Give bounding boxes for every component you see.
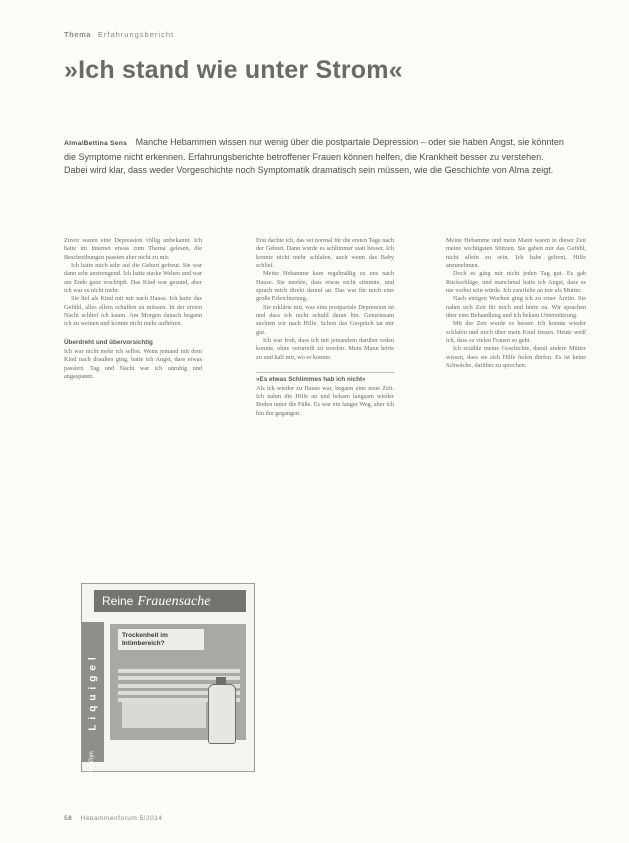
section-label: Thema (64, 30, 92, 39)
paragraph: Mit der Zeit wurde es besser. Ich konnte wieder schlafen und mich über mein Kind freuen. Heute weiß ich, dass es vielen Frauen so geht. (446, 320, 586, 345)
subheading: Überdreht und übervorsichtig (64, 338, 153, 346)
body-column-1 (64, 237, 202, 382)
paragraph: Sie erklärte mir, was eine postpartale Depression ist und dass ich nicht schuld daran bin. Gemeinsam suchten wir nach Hilfe. Schon das Gespräch tat mir gut. (256, 303, 394, 336)
body-column-2 (256, 237, 394, 418)
advertisement[interactable] (81, 583, 255, 775)
quote-subheading: »Es etwas Schlimmes hab ich nicht« (256, 372, 394, 384)
ad-brand-right: Frauensache (137, 594, 211, 609)
paragraph: Ich war froh, dass ich mit jemandem darüber reden konnte, ohne verurteilt zu werden. Mein Mann hörte zu und half mir, wo er konnte. (256, 337, 394, 361)
paragraph: Als ich wieder zu Hause war, begann eine neue Zeit. Ich nahm die Hilfe an und bekam langsam wieder Boden unter die Füße. Es war ein langer Weg, aber ich bin ihn gegangen. (256, 384, 394, 417)
lead-authors: Alma/Bettina Sens (64, 140, 128, 147)
paragraph: Ich hatte mich sehr auf die Geburt gefreut. Sie war dann sehr anstrengend. Ich hatte starke Wehen und war am Ende ganz erschöpft. Das Kind war gesund, aber ich war es nicht mehr. (64, 262, 202, 295)
paragraph: Meine Hebamme und mein Mann waren in dieser Zeit meine wichtigsten Stützen. Sie gaben mir das Gefühl, nicht allein zu sein. Ich habe gelernt, Hilfe anzunehmen. (446, 237, 586, 270)
page-number: 58 (64, 815, 73, 822)
paragraph: Zuvor waren eine Depression völlig unbekannt. Ich hatte im Internet etwas zum Thema gelesen, die Beschreibungen passten aber nicht zu mir. (64, 237, 202, 261)
paragraph: Nach einigen Wochen ging ich zu einer Ärztin. Sie nahm sich Zeit für mich und hörte zu. Wir sprachen über eine Behandlung und ich bekam Unterstützung. (446, 295, 586, 320)
section-kicker (64, 30, 174, 39)
paragraph: Doch es ging mir nicht jeden Tag gut. Es gab Rückschläge, und manchmal hatte ich Angst, dass es nie vorbei sein würde. Ich zweifelte an mir als Mutter. (446, 270, 586, 295)
category-label: Erfahrungsbericht (97, 30, 175, 39)
paragraph: Sie lief als Kind mit mir nach Hause. Ich hatte das Gefühl, alles allein schaffen zu müssen. In der ersten Nacht schlief ich kaum. Am Morgen danach begann ich zu weinen und konnte nicht mehr aufhören. (64, 295, 202, 328)
article-headline: »Ich stand wie unter Strom« (64, 56, 403, 84)
publication-name: Hebammenforum 5/2014 (80, 815, 163, 822)
paragraph: Meine Hebamme kam regelmäßig zu uns nach Hause. Sie merkte, dass etwas nicht stimmte, und sprach mich direkt darauf an. Das war für mich eine große Erleichterung. (256, 270, 394, 303)
paragraph: Ich war nicht mehr ich selbst. Wenn jemand mit dem Kind nach draußen ging, hatte ich Angst, dass etwas passiert. Tag und Nacht war ich unruhig und angespannt. (64, 348, 202, 381)
ad-brand-left: Reine (102, 594, 134, 608)
ad-question: Trockenheit im Intimbereich? (118, 629, 204, 650)
product-bottle-icon (208, 684, 236, 744)
page-footer (64, 815, 162, 822)
body-column-3 (446, 237, 586, 371)
lead-text: Manche Hebammen wissen nur wenig über die postpartale Depression – oder sie haben Angst, sie könnten die Symptome nicht erkennen. Erfahrungsberichte betroffener Frauen können helfen, die Krankheit besser zu verstehen. Dabei wird klar, dass weder Vorgeschichte noch Symptomatik dramatisch sein müssen, wie die Geschichte von Alma zeigt. (64, 137, 564, 176)
ad-brand-bar (94, 590, 246, 612)
ad-side-small: MultiGyn (89, 751, 95, 775)
ad-side-label: Liquigel (87, 652, 99, 731)
ad-side-band (82, 622, 104, 775)
paragraph: Ich erzähle meine Geschichte, damit andere Mütter wissen, dass sie sich Hilfe holen dürfen. Es ist keine Schwäche, darüber zu sprechen. (446, 345, 586, 370)
paragraph: Erst dachte ich, das sei normal für die ersten Tage nach der Geburt. Dann wurde es schlimmer statt besser. Ich konnte nicht mehr schlafen, auch wenn das Baby schlief. (256, 237, 394, 270)
article-lead (64, 136, 564, 178)
ad-info-box (122, 702, 206, 728)
